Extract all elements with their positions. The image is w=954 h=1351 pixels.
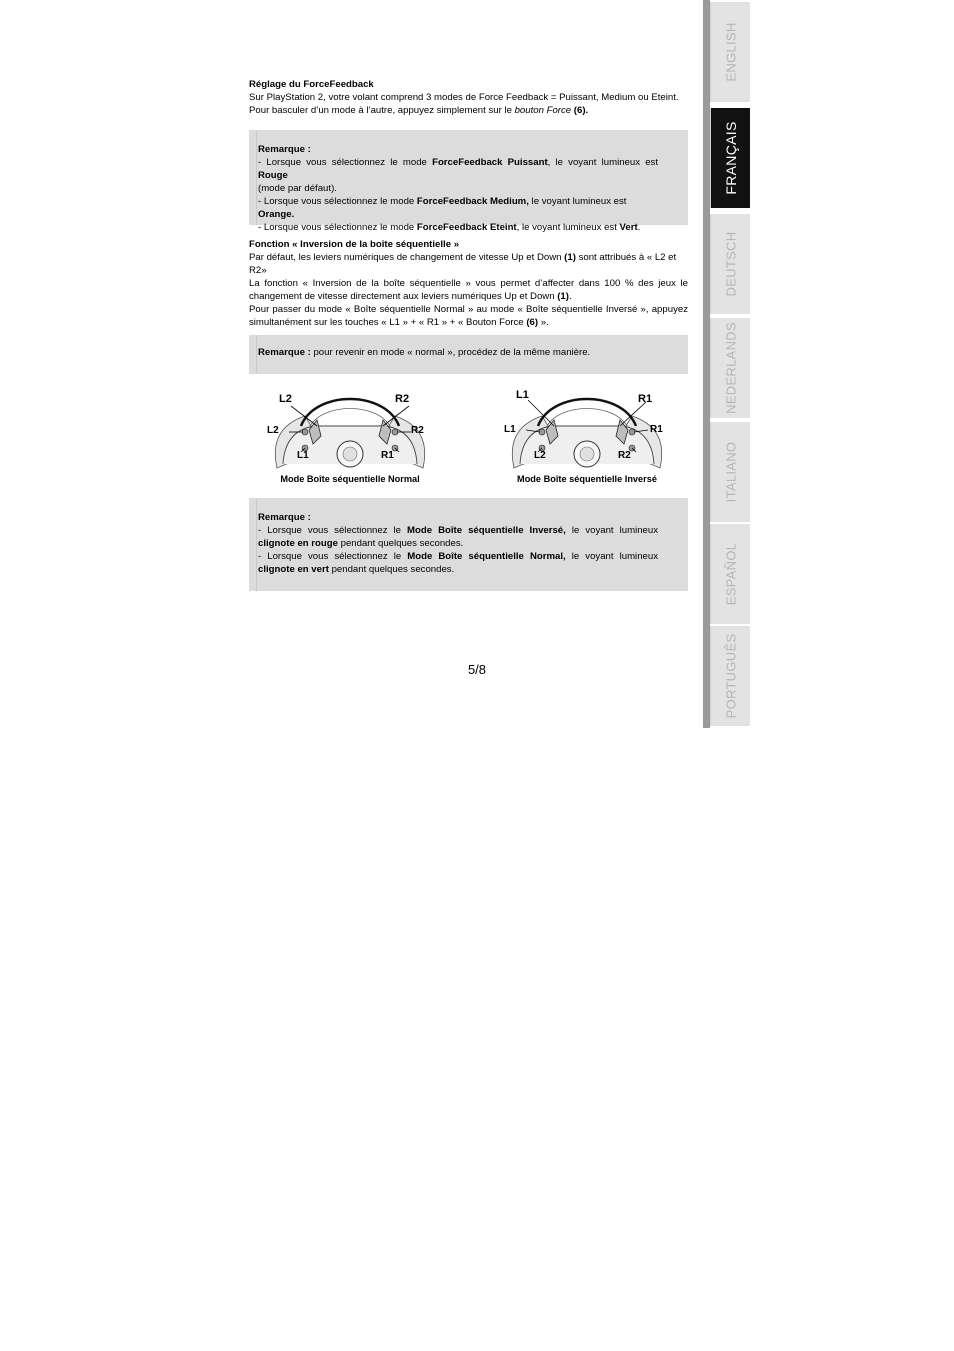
note-bold: clignote en vert: [258, 564, 329, 575]
para-text: .: [568, 291, 572, 302]
figure-caption-inverse: Mode Boîte séquentielle Inversé: [517, 474, 657, 484]
note-text: pour revenir en mode « normal », procédez de la même manière.: [310, 347, 591, 358]
note-text: , le voyant lumineux est: [516, 222, 620, 233]
wheel-diagram-normal: [265, 386, 435, 470]
note-bold: ForceFeedback Puissant: [432, 157, 548, 168]
line2-text: Pour basculer d’un mode à l’autre, appuyez simplement sur le: [249, 105, 515, 116]
note-normal-mode: [249, 335, 688, 374]
label-low-right: R2: [618, 450, 631, 461]
note-text: le voyant lumineux est: [528, 196, 627, 207]
note-line: [258, 221, 658, 234]
tab-portugues[interactable]: [710, 626, 750, 726]
note-bold: Mode Boîte séquentielle Inversé,: [407, 525, 566, 536]
tab-espanol[interactable]: [710, 524, 750, 624]
line2-bold: (6).: [571, 105, 589, 116]
para-text: La fonction « Inversion de la boîte séquentielle » vous permet d’affecter dans 100 % des jeux le changement de vitesse directement aux leviers numériques Up et Down: [249, 278, 688, 302]
forcefeedback-title: Réglage du ForceFeedback: [249, 79, 374, 90]
note-bold: ForceFeedback Medium,: [416, 196, 529, 207]
note-bold: Vert: [619, 222, 638, 233]
note-text: .: [637, 222, 641, 233]
note-text: (mode par défaut).: [258, 183, 337, 194]
note-bold: Mode Boîte séquentielle Normal,: [407, 551, 566, 562]
inversion-para1: [249, 251, 688, 277]
note-line: [258, 156, 658, 195]
note-text: pendant quelques secondes.: [337, 538, 464, 549]
inversion-section: [249, 238, 688, 329]
figure-inverse: [502, 386, 672, 486]
para-bold: (1): [564, 252, 576, 263]
note-line: [258, 524, 658, 550]
note-heading: Remarque :: [258, 144, 311, 155]
para-bold: (6): [526, 317, 539, 328]
tab-label: ENGLISH: [723, 22, 738, 82]
label-top-right: R2: [395, 393, 410, 405]
wheel-figures: [249, 386, 688, 486]
wheel-diagram-inverse: [502, 386, 672, 470]
page-number: 5/8: [467, 662, 487, 677]
para-text: ».: [538, 317, 549, 328]
figure-normal: [265, 386, 435, 486]
para-bold: (1): [557, 291, 569, 302]
label-mid-left: L2: [267, 425, 279, 436]
note-bold: ForceFeedback Eteint: [416, 222, 517, 233]
tab-label: FRANÇAIS: [722, 121, 739, 195]
label-low-left: L2: [534, 450, 546, 461]
label-low-left: L1: [297, 450, 309, 461]
label-top-right: R1: [638, 393, 653, 405]
note-bold: Orange.: [258, 209, 295, 220]
figure-caption-normal: Mode Boîte séquentielle Normal: [280, 474, 420, 484]
note-heading: Remarque :: [258, 512, 311, 523]
inversion-para2: [249, 277, 688, 303]
note-line: [258, 346, 658, 359]
tab-label: DEUTSCH: [723, 231, 738, 297]
tab-label: NEDERLANDS: [723, 322, 738, 414]
label-top-left: L1: [516, 389, 529, 401]
note-text: - Lorsque vous sélectionnez le mode: [258, 157, 433, 168]
note-line: [258, 195, 658, 221]
note-bold: Rouge: [258, 170, 288, 181]
manual-page: [249, 78, 688, 591]
line2-italic: bouton Force: [514, 105, 572, 116]
label-low-right: R1: [381, 450, 394, 461]
tab-label: PORTUGUÊS: [723, 633, 738, 719]
note-text: - Lorsque vous sélectionnez le mode: [258, 222, 417, 233]
note-led-blink: [249, 498, 688, 591]
tab-francais[interactable]: [710, 108, 750, 208]
tab-nederlands[interactable]: [710, 318, 750, 418]
tab-label: ESPAÑOL: [723, 542, 738, 606]
forcefeedback-line2: [249, 104, 688, 117]
note-line: [258, 550, 658, 576]
forcefeedback-section: [249, 78, 688, 117]
tab-deutsch[interactable]: [710, 214, 750, 314]
note-text: pendant quelques secondes.: [328, 564, 455, 575]
note-text: le voyant lumineux: [565, 551, 658, 562]
label-top-left: L2: [279, 393, 292, 405]
note-text: - Lorsque vous sélectionnez le: [258, 525, 408, 536]
forcefeedback-line1: Sur PlayStation 2, votre volant comprend 3 modes de Force Feedback = Puissant, Medium ou Eteint.: [249, 92, 679, 103]
note-forcefeedback: [249, 130, 688, 233]
para-text: sont attribués à « L2 et R2»: [249, 252, 677, 276]
tab-rail: [703, 0, 710, 728]
tab-italiano[interactable]: [710, 422, 750, 522]
note-heading: Remarque :: [258, 347, 311, 358]
label-mid-right: R1: [650, 424, 663, 435]
note-text: - Lorsque vous sélectionnez le: [258, 551, 408, 562]
note-text: - Lorsque vous sélectionnez le mode: [258, 196, 417, 207]
para-text: Pour passer du mode « Boîte séquentielle Normal » au mode « Boîte séquentielle Inversé », appuyez simultanément sur les touches « L1 » + « R1 » + « Bouton Force: [249, 304, 688, 328]
tab-label: ITALIANO: [723, 441, 738, 503]
label-mid-left: L1: [504, 424, 516, 435]
note-text: , le voyant lumineux est: [547, 157, 658, 168]
label-mid-right: R2: [411, 425, 424, 436]
inversion-para3: [249, 303, 688, 329]
para-text: Par défaut, les leviers numériques de changement de vitesse Up et Down: [249, 252, 565, 263]
inversion-title: Fonction « Inversion de la boîte séquentielle »: [249, 239, 460, 250]
tab-english[interactable]: [710, 2, 750, 102]
language-tabs: [703, 0, 749, 728]
note-text: le voyant lumineux: [565, 525, 659, 536]
note-bold: clignote en rouge: [258, 538, 338, 549]
